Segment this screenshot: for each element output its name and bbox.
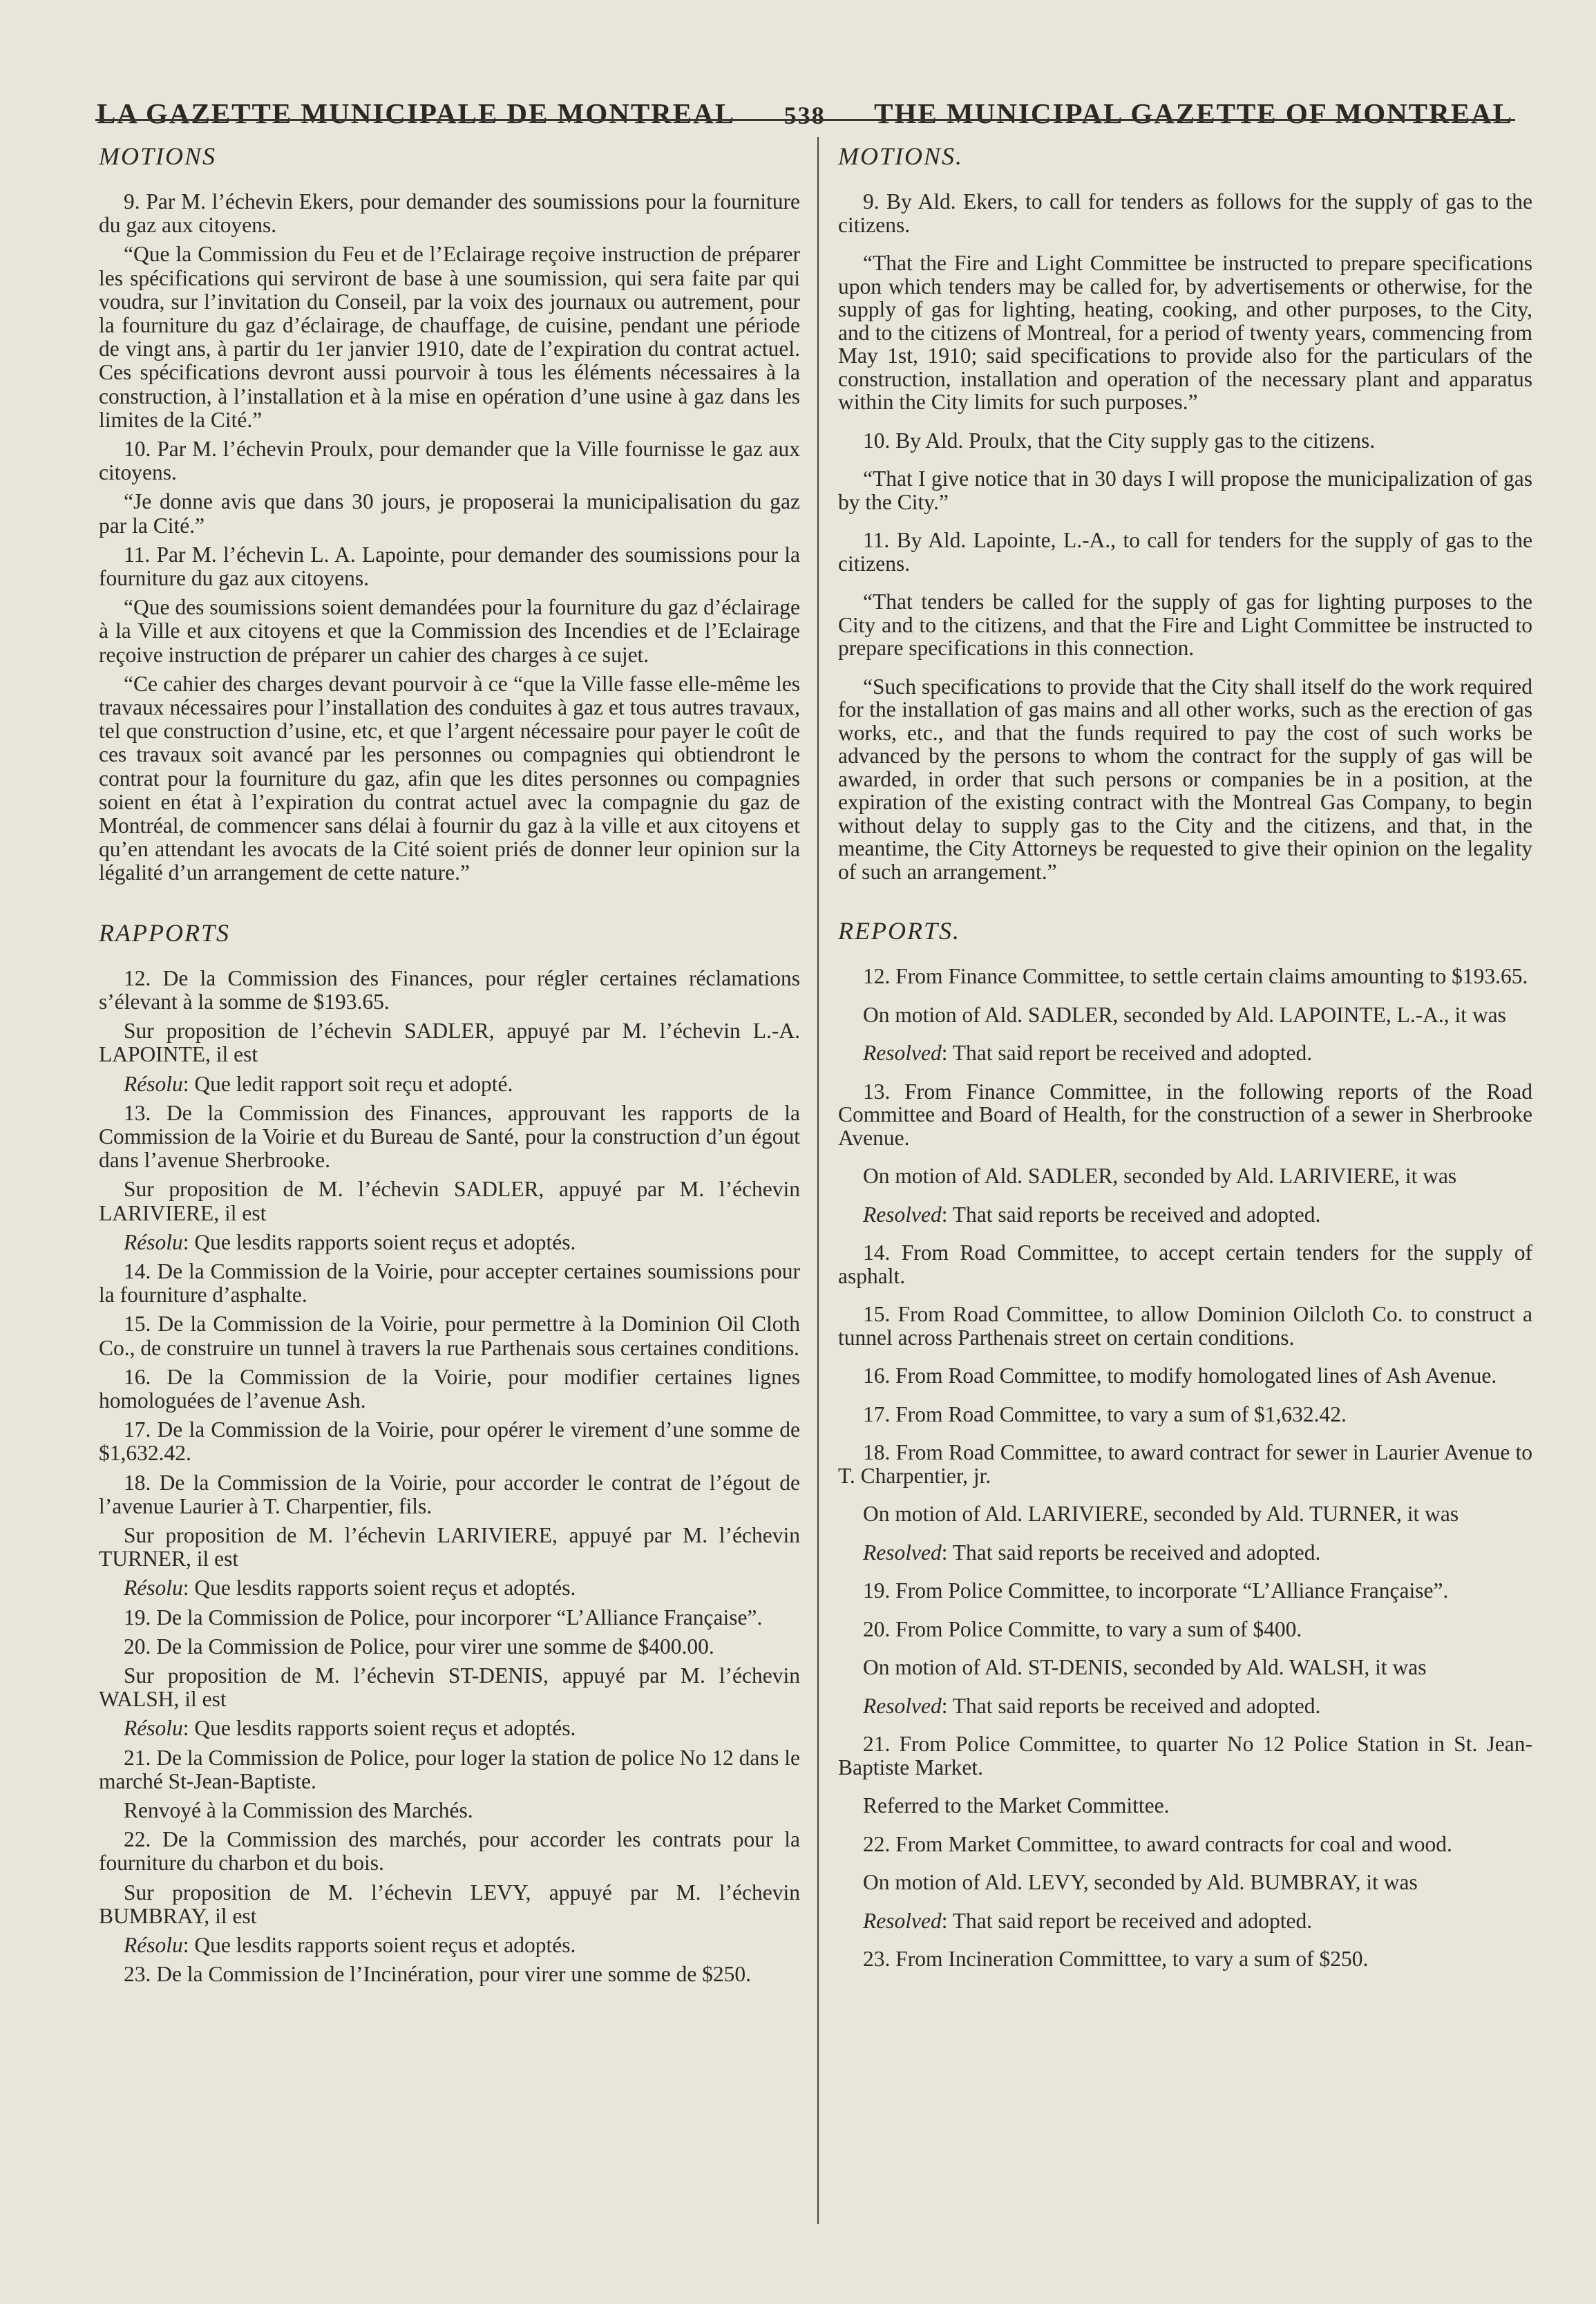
paragraph (99, 1717, 800, 1740)
paragraph-text: Referred to the Market Committee. (863, 1793, 1170, 1817)
paragraph (99, 1828, 800, 1875)
paragraph-text: 11. By Ald. Lapointe, L.-A., to call for tenders for the supply of gas to the citizens. (838, 528, 1532, 576)
reports-list-fr (99, 967, 800, 1987)
paragraph (99, 1178, 800, 1225)
paragraph (99, 1881, 800, 1928)
paragraph-text: : Que lesdits rapports soient reçus et adoptés. (182, 1933, 576, 1957)
paragraph-text: : That said report be received and adopted. (941, 1041, 1313, 1065)
paragraph-text: On motion of Ald. SADLER, seconded by Ald. LARIVIERE, it was (863, 1164, 1457, 1188)
paragraph (838, 1618, 1532, 1641)
paragraph (99, 1073, 800, 1096)
paragraph-text: 13. From Finance Committee, in the following reports of the Road Committee and Board of Health, for the construction of a sewer in Sherbrooke Avenue. (838, 1079, 1532, 1150)
page-header (97, 75, 1513, 130)
paragraph (838, 1833, 1532, 1856)
paragraph-text: “That tenders be called for the supply of gas for lighting purposes to the City and to the citizens, and that the Fire and Light Committee be instructed to prepare specifications in this connection. (838, 589, 1532, 660)
paragraph (838, 675, 1532, 884)
paragraph (99, 1934, 800, 1957)
paragraph-text: 9. Par M. l’échevin Ekers, pour demander des soumissions pour la fourniture du gaz aux citoyens. (99, 189, 800, 238)
paragraph-text: “Que des soumissions soient demandées pour la fourniture du gaz d’éclairage à la Ville et aux citoyens et que la Commission des Incendies et de l’Eclairage reçoive instruction de préparer un cahier des charges à ce sujet. (99, 595, 800, 667)
paragraph (838, 590, 1532, 660)
paragraph-text: 23. From Incineration Committtee, to vary a sum of $250. (863, 1947, 1369, 1971)
paragraph-text: On motion of Ald. SADLER, seconded by Ald. LAPOINTE, L.-A., it was (863, 1002, 1506, 1027)
paragraph (838, 1003, 1532, 1027)
paragraph (838, 529, 1532, 575)
paragraph-text: “Que la Commission du Feu et de l’Eclairage reçoive instruction de préparer les spécifications qui serviront de base à une soumission, qui sera faite par qui voudra, sur l’invitation du Conseil, par la voix des journaux ou autrement, pour la fourniture du gaz d’éclairage, de chauffage, de cuisine, pendant une période de vingt ans, à partir du 1er janvier 1910, date de l’expiration du contrat actuel. Ces spécifications devront aussi pourvoir à tous les éléments nécessaires à la construction, à l’installation et à la mise en opération d’une usine à gaz dans les limites de la Cité.” (99, 242, 800, 432)
paragraph (99, 1746, 800, 1793)
paragraph-text: 13. De la Commission des Finances, approuvant les rapports de la Commission de la Voirie et du Bureau de Santé, pour la construction d’un égout dans l’avenue Sherbrooke. (99, 1100, 800, 1173)
paragraph (99, 1471, 800, 1518)
paragraph (838, 1164, 1532, 1188)
paragraph-text: 15. De la Commission de la Voirie, pour permettre à la Dominion Oil Cloth Co., de construire un tunnel à travers la rue Parthenais sous certaines conditions. (99, 1312, 800, 1360)
paragraph-text: 19. From Police Committee, to incorporate “L’Alliance Française”. (863, 1578, 1449, 1603)
paragraph-text: 20. From Police Committe, to vary a sum of $400. (863, 1616, 1302, 1641)
header-title-en: THE MUNICIPAL GAZETTE OF MONTREAL (874, 97, 1513, 129)
section-heading-reports-fr: RAPPORTS (99, 918, 230, 947)
paragraph (838, 1364, 1532, 1388)
paragraph-text: 22. De la Commission des marchés, pour accorder les contrats pour la fourniture du charbon et du bois. (99, 1827, 800, 1876)
paragraph-text: : That said reports be received and adopted. (941, 1693, 1321, 1718)
section-heading-reports-en: REPORTS. (838, 917, 960, 945)
resolution-label: Résolu (124, 1071, 183, 1096)
paragraph-text: Sur proposition de M. l’échevin ST-DENIS, appuyé par M. l’échevin WALSH, il est (99, 1663, 800, 1712)
paragraph-text: 9. By Ald. Ekers, to call for tenders as follows for the supply of gas to the citizens. (838, 189, 1532, 237)
paragraph-text: On motion of Ald. LEVY, seconded by Ald. BUMBRAY, it was (863, 1870, 1418, 1894)
resolution-label: Resolved (863, 1693, 942, 1718)
paragraph-text: “Ce cahier des charges devant pourvoir à ce “que la Ville fasse elle-même les travaux nécessaires pour l’installation des conduites à gaz et tous autres travaux, tel que construction d’usine, etc, et que l’argent nécessaire pour payer le coût de ces travaux soit avancé par les personnes ou compagnies qui obtiendront le contrat pour la fourniture du gaz, afin que les dites personnes ou compagnies soient en état à l’expiration du contrat actuel avec la compagnie du gaz de Montréal, de commencer sans délai à fournir du gaz à la ville et aux citoyens et qu’en attendant les avocats de la Cité soient priés de donner leur opinion sur la légalité d’un arrangement de cette nature.” (99, 671, 800, 885)
paragraph (838, 1656, 1532, 1679)
paragraph (838, 429, 1532, 453)
paragraph-text: 16. De la Commission de la Voirie, pour modifier certaines lignes homologuées de l’avenue Ash. (99, 1364, 800, 1413)
paragraph-text: 18. From Road Committee, to award contract for sewer in Laurier Avenue to T. Charpentier, jr. (838, 1440, 1532, 1488)
paragraph (99, 190, 800, 237)
paragraph (99, 243, 800, 432)
paragraph-text: : Que lesdits rapports soient reçus et adoptés. (182, 1716, 576, 1741)
paragraph (99, 1524, 800, 1571)
paragraph-text: “Such specifications to provide that the City shall itself do the work required for the installation of gas mains and all other works, such as the erection of gas works, etc., and that the funds required to pay the cost of such works be advanced by the persons to whom the contract for the supply of gas will be awarded, in order that such persons or companies be in a position, at the expiration of the existing contract with the Montreal Gas Company, to begin without delay to supply gas to the City and the citizens, and that, in the meantime, the City Attorneys be requested to give their opinion on the legality of such an arrangement.” (838, 674, 1532, 884)
paragraph (838, 1303, 1532, 1349)
header-title-fr: LA GAZETTE MUNICIPALE DE MONTREAL (97, 97, 736, 129)
paragraph (99, 1231, 800, 1254)
paragraph (838, 1080, 1532, 1150)
paragraph-text: 20. De la Commission de Police, pour virer une somme de $400.00. (124, 1634, 714, 1659)
paragraph-text: : That said reports be received and adopted. (941, 1540, 1321, 1565)
paragraph (99, 596, 800, 667)
paragraph-text: 10. By Ald. Proulx, that the City supply gas to the citizens. (863, 428, 1376, 453)
paragraph (838, 1871, 1532, 1894)
paragraph (838, 252, 1532, 414)
paragraph (838, 1947, 1532, 1971)
resolution-label: Resolved (863, 1908, 942, 1933)
resolution-label: Résolu (124, 1716, 183, 1741)
paragraph-text: : Que lesdits rapports soient reçus et adoptés. (182, 1229, 576, 1254)
paragraph (838, 1579, 1532, 1603)
paragraph-text: : That said report be received and adopted. (941, 1908, 1313, 1933)
paragraph-text: 12. From Finance Committee, to settle certain claims amounting to $193.65. (863, 964, 1528, 988)
paragraph-text: : That said reports be received and adopted. (941, 1202, 1321, 1227)
section-heading-motions-en: MOTIONS. (838, 142, 964, 170)
paragraph-text: On motion of Ald. LARIVIERE, seconded by Ald. TURNER, it was (863, 1502, 1459, 1526)
paragraph (99, 1102, 800, 1173)
paragraph-text: On motion of Ald. ST-DENIS, seconded by Ald. WALSH, it was (863, 1655, 1427, 1679)
paragraph (838, 467, 1532, 513)
paragraph (838, 1241, 1532, 1287)
paragraph (99, 1635, 800, 1659)
paragraph (838, 1694, 1532, 1718)
paragraph (838, 1732, 1532, 1779)
paragraph-text: 22. From Market Committee, to award contracts for coal and wood. (863, 1831, 1452, 1856)
paragraph-text: 21. From Police Committee, to quarter No 12 Police Station in St. Jean-Baptiste Market. (838, 1732, 1532, 1779)
paragraph (99, 967, 800, 1014)
paragraph (838, 965, 1532, 988)
paragraph-text: 14. De la Commission de la Voirie, pour accepter certaines soumissions pour la fourniture d’asphalte. (99, 1258, 800, 1307)
paragraph-text: 10. Par M. l’échevin Proulx, pour demander que la Ville fournisse le gaz aux citoyens. (99, 437, 800, 485)
paragraph (99, 1963, 800, 1986)
header-rule (95, 119, 1515, 121)
reports-list-en (838, 965, 1532, 1971)
paragraph (838, 1441, 1532, 1487)
paragraph-text: 15. From Road Committee, to allow Dominion Oilcloth Co. to construct a tunnel across Parthenais street on certain conditions. (838, 1302, 1532, 1350)
paragraph-text: 14. From Road Committee, to accept certain tenders for the supply of asphalt. (838, 1240, 1532, 1288)
paragraph (99, 1799, 800, 1822)
paragraph (99, 1664, 800, 1711)
paragraph (99, 1019, 800, 1066)
paragraph (99, 1418, 800, 1465)
paragraph (838, 1041, 1532, 1065)
section-heading-motions-fr: MOTIONS (99, 142, 217, 170)
paragraph-text: 16. From Road Committee, to modify homologated lines of Ash Avenue. (863, 1363, 1497, 1388)
page-number: 538 (783, 102, 826, 129)
paragraph (838, 1403, 1532, 1426)
paragraph-text: Sur proposition de M. l’échevin LEVY, appuyé par M. l’échevin BUMBRAY, il est (99, 1880, 800, 1928)
paragraph-text: Renvoyé à la Commission des Marchés. (124, 1797, 473, 1822)
paragraph-text: 12. De la Commission des Finances, pour régler certaines réclamations s’élevant à la somme de $193.65. (99, 965, 800, 1014)
paragraph-text: 19. De la Commission de Police, pour incorporer “L’Alliance Française”. (124, 1605, 763, 1630)
resolution-label: Résolu (124, 1576, 183, 1600)
paragraph-text: 17. De la Commission de la Voirie, pour opérer le virement d’une somme de $1,632.42. (99, 1417, 800, 1466)
paragraph-text: 17. From Road Committee, to vary a sum of $1,632.42. (863, 1401, 1347, 1426)
paragraph (99, 1576, 800, 1600)
paragraph (99, 1606, 800, 1630)
paragraph (99, 672, 800, 885)
paragraph-text: “Je donne avis que dans 30 jours, je proposerai la municipalisation du gaz par la Cité.” (99, 489, 800, 538)
motions-list-en (838, 190, 1532, 883)
motions-list-fr (99, 190, 800, 885)
paragraph (838, 1794, 1532, 1817)
paragraph-text: 21. De la Commission de Police, pour loger la station de police No 12 dans le marché St-Jean-Baptiste. (99, 1745, 800, 1793)
paragraph-text: 18. De la Commission de la Voirie, pour accorder le contrat de l’égout de l’avenue Laurier à T. Charpentier, fils. (99, 1470, 800, 1518)
resolution-label: Résolu (124, 1229, 183, 1254)
paragraph (838, 1909, 1532, 1933)
resolution-label: Resolved (863, 1041, 942, 1065)
column-divider (817, 137, 819, 2224)
paragraph (99, 490, 800, 537)
paragraph (99, 1366, 800, 1413)
paragraph-text: Sur proposition de M. l’échevin SADLER, appuyé par M. l’échevin LARIVIERE, il est (99, 1177, 800, 1225)
paragraph-text: Sur proposition de l’échevin SADLER, appuyé par M. l’échevin L.-A. LAPOINTE, il est (99, 1019, 800, 1067)
paragraph (99, 543, 800, 590)
paragraph-text: : Que lesdits rapports soient reçus et adoptés. (182, 1576, 576, 1600)
paragraph (838, 1541, 1532, 1565)
paragraph-text: Sur proposition de M. l’échevin LARIVIERE, appuyé par M. l’échevin TURNER, il est (99, 1522, 800, 1571)
paragraph (99, 1312, 800, 1359)
paragraph (838, 190, 1532, 236)
paragraph-text: “That the Fire and Light Committee be instructed to prepare specifications upon which tenders may be called for, by advertisements or otherwise, for the supply of gas for lighting, heating, cooking, and other purposes, to the City, and to the citizens of Montreal, for a period of twenty years, commencing from May 1st, 1910; said specifications to provide also for the particulars of the construction, installation and operation of the necessary plant and apparatus within the City limits for such purposes.” (838, 251, 1532, 414)
paragraph (838, 1502, 1532, 1526)
resolution-label: Resolved (863, 1202, 942, 1227)
paragraph-text: 11. Par M. l’échevin L. A. Lapointe, pour demander des soumissions pour la fourniture du gaz aux citoyens. (99, 542, 800, 591)
paragraph-text: “That I give notice that in 30 days I will propose the municipalization of gas by the City.” (838, 466, 1532, 514)
resolution-label: Résolu (124, 1933, 183, 1957)
french-column (99, 142, 800, 1992)
paragraph-text: : Que ledit rapport soit reçu et adopté. (182, 1071, 513, 1096)
paragraph (99, 437, 800, 484)
resolution-label: Resolved (863, 1540, 942, 1565)
paragraph-text: 23. De la Commission de l’Incinération, pour virer une somme de $250. (124, 1962, 752, 1987)
english-column (838, 142, 1532, 1986)
paragraph (99, 1260, 800, 1307)
paragraph (838, 1203, 1532, 1227)
